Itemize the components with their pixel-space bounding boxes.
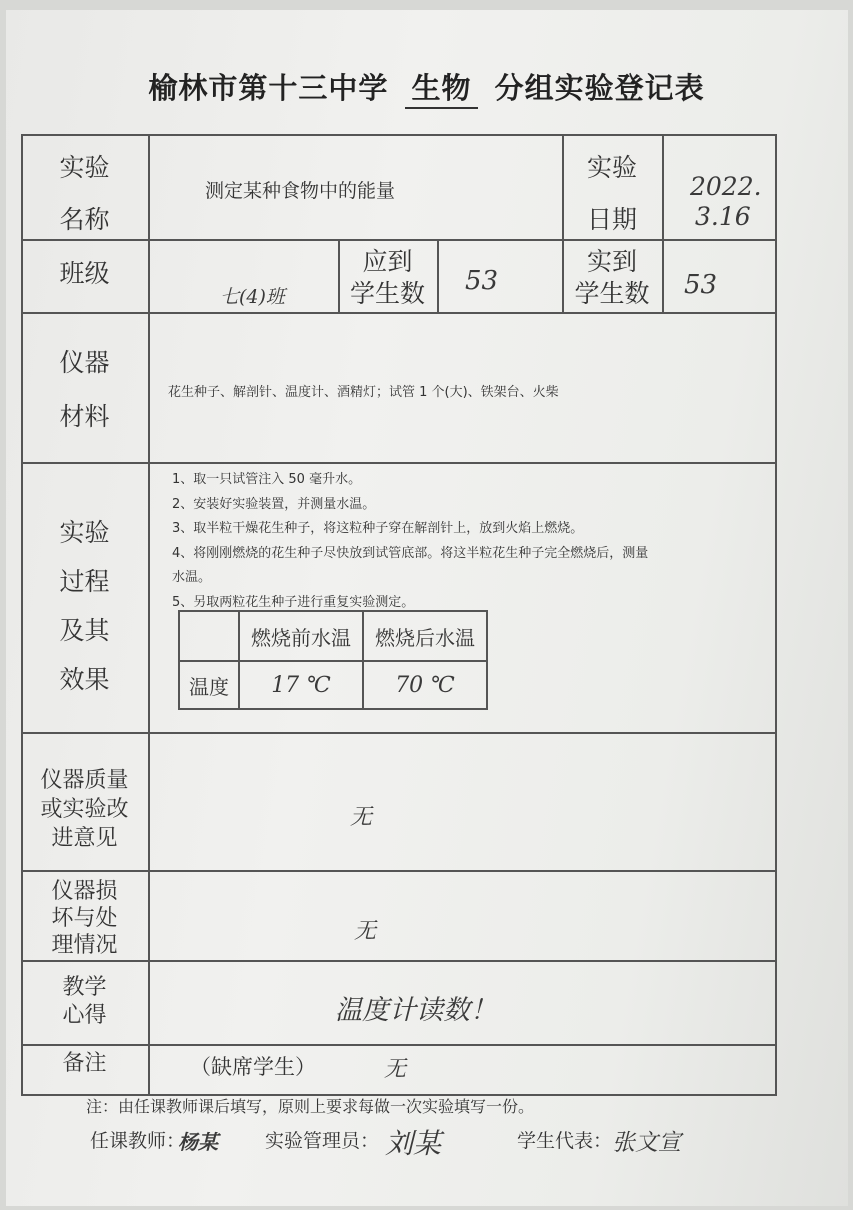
title-school: 榆林市第十三中学: [148, 71, 389, 105]
label-expected-students: [338, 246, 437, 310]
temp-header-before: 燃烧前水温: [239, 611, 363, 661]
step-line: 水温。: [172, 570, 212, 585]
expected-count: 53: [465, 266, 499, 296]
label-line: 应到: [362, 247, 413, 276]
step-line: 1、取一只试管注入 50 毫升水。: [172, 472, 362, 487]
label-class: 班级: [59, 259, 110, 288]
label-line: 学生数: [574, 279, 650, 308]
temperature-table: [178, 610, 488, 710]
damage-value: 无: [354, 919, 377, 944]
step-line: 3、取半粒干燥花生种子，将这粒种子穿在解剖针上，放到火焰上燃烧。: [172, 521, 584, 536]
label-line: 实验: [586, 153, 637, 182]
col-divider: [148, 134, 150, 1094]
label-line: 教学: [62, 975, 107, 1000]
instruments-list: 花生种子、解剖针、温度计、酒精灯；试管 1 个(大)、铁架台、火柴: [168, 385, 559, 400]
student-signature: 张文宣: [612, 1130, 681, 1156]
label-damage: [21, 878, 148, 959]
label-line: 及其: [59, 616, 110, 645]
label-instruments: [21, 336, 148, 444]
label-date: [562, 142, 662, 246]
label-line: 心得: [62, 1003, 107, 1028]
label-line: 进意见: [51, 826, 118, 851]
temp-header-after: 燃烧后水温: [363, 611, 487, 661]
label-notes: 备注: [62, 1051, 107, 1076]
label-process: [21, 508, 148, 704]
label-line: 名称: [59, 205, 110, 234]
label-line: 或实验改: [40, 797, 129, 822]
label-line: 实到: [586, 247, 637, 276]
label-line: 材料: [59, 402, 110, 431]
title-subject: 生物: [405, 66, 477, 109]
step-line: 4、将刚刚燃烧的花生种子尽快放到试管底部。将这半粒花生种子完全燃烧后，测量: [172, 545, 649, 561]
label-line: 实验: [59, 153, 110, 182]
title-suffix: 分组实验登记表: [494, 71, 705, 105]
temp-after-text: 70 ℃: [395, 672, 455, 698]
label-reflection: [21, 974, 148, 1030]
reflection-value: 温度计读数！: [335, 995, 497, 1026]
label-quality: [21, 766, 148, 853]
teacher-signature: 杨某: [178, 1130, 218, 1154]
label-line: 日期: [586, 205, 637, 234]
temp-after-value: [363, 661, 487, 709]
temp-table-corner: [179, 611, 239, 661]
label-line: 效果: [59, 665, 110, 694]
class-value: 七(4)班: [220, 286, 285, 308]
col-divider: [437, 239, 439, 314]
label-line: 仪器损: [51, 879, 118, 904]
absent-label: （缺席学生）: [190, 1055, 316, 1079]
row-divider: [21, 960, 775, 962]
process-steps: [172, 468, 770, 615]
actual-count: 53: [684, 270, 718, 300]
row-divider: [21, 1044, 775, 1046]
experiment-name: 测定某种食物中的能量: [205, 180, 396, 202]
row-divider: [21, 732, 775, 734]
step-line: 2、安装好实验装置，并测量水温。: [172, 496, 376, 512]
label-line: 坏与处: [51, 906, 118, 931]
quality-value: 无: [350, 805, 373, 830]
label-line: 仪器质量: [40, 768, 129, 793]
temp-before-text: 17 ℃: [271, 672, 331, 698]
date-value-day: 3.16: [695, 202, 751, 231]
footer-note: 注：由任课教师课后填写，原则上要求每做一次实验填写一份。: [86, 1097, 535, 1116]
admin-label: 实验管理员：: [265, 1130, 380, 1152]
label-exp-name: [21, 142, 148, 246]
date-value-year: 2022.: [690, 172, 762, 201]
row-divider: [21, 462, 775, 464]
temp-row-label: 温度: [179, 661, 239, 709]
step-line: 5、另取两粒花生种子进行重复实验测定。: [172, 594, 415, 610]
label-line: 仪器: [59, 348, 110, 377]
page-title: [0, 66, 853, 109]
admin-signature: 刘某: [385, 1127, 442, 1160]
label-line: 实验: [59, 518, 110, 547]
label-line: 理情况: [51, 933, 118, 958]
row-divider: [21, 870, 775, 872]
col-divider: [662, 134, 664, 314]
student-label: 学生代表：: [517, 1130, 613, 1152]
temp-before-value: [239, 661, 363, 709]
label-line: 学生数: [349, 279, 425, 308]
teacher-label: 任课教师：: [90, 1130, 186, 1152]
absent-value: 无: [384, 1057, 407, 1082]
label-actual-students: [562, 246, 662, 310]
label-line: 过程: [59, 567, 110, 596]
